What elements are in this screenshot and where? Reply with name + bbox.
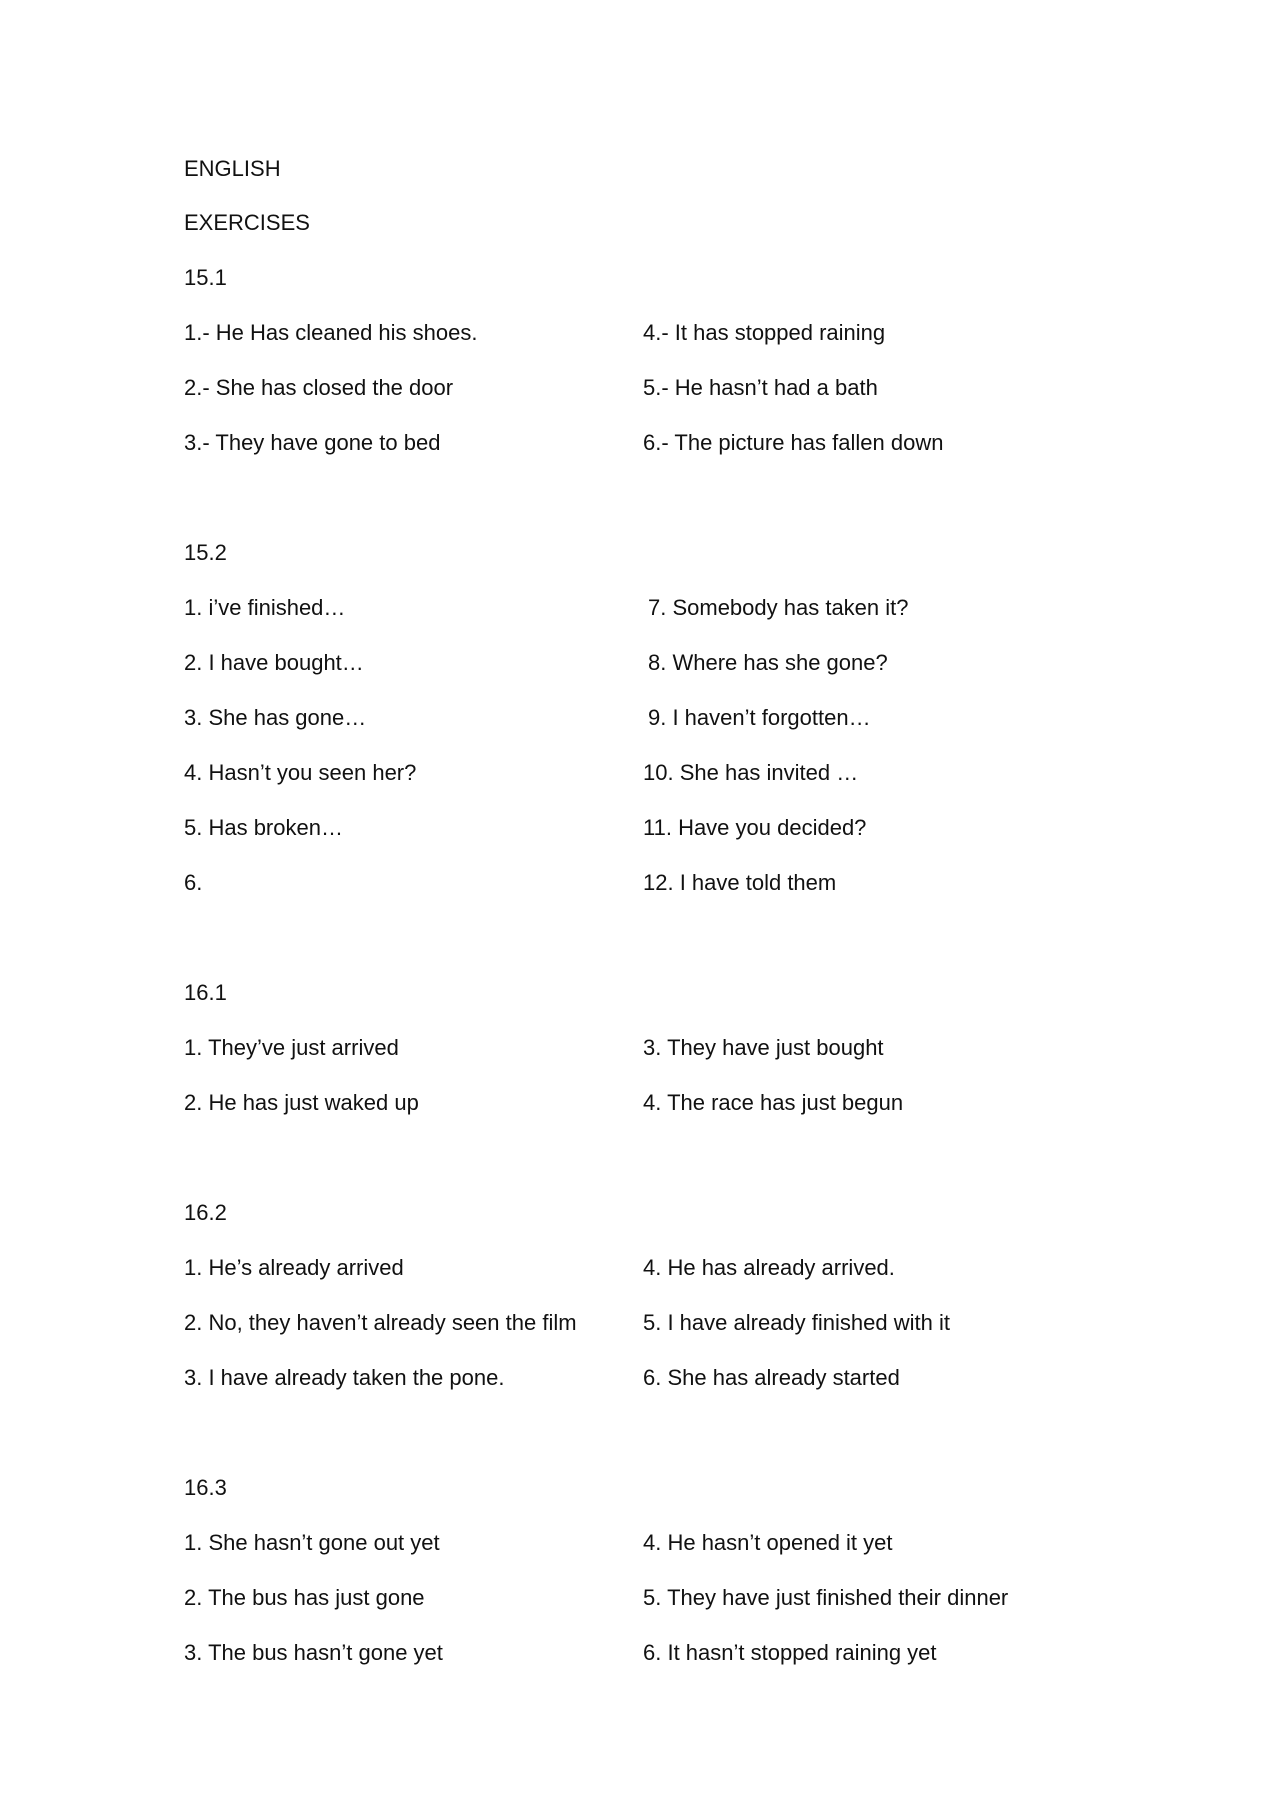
answer-item: 2.- She has closed the door	[184, 375, 454, 400]
answer-item: 2. He has just waked up	[184, 1090, 419, 1115]
subject-heading: ENGLISH	[184, 156, 281, 181]
section-number: 16.3	[184, 1475, 227, 1500]
section-number: 15.1	[184, 265, 227, 290]
section-number: 15.2	[184, 540, 227, 565]
answer-item: 1. i’ve finished…	[184, 595, 346, 620]
answer-item: 11. Have you decided?	[643, 815, 867, 840]
answer-item: 6. She has already started	[643, 1365, 900, 1390]
answer-item: 3. They have just bought	[643, 1035, 884, 1060]
answer-item: 3. She has gone…	[184, 705, 367, 730]
answer-item: 6.- The picture has fallen down	[643, 430, 944, 455]
answer-item: 8. Where has she gone?	[648, 650, 888, 675]
answer-item: 4. He hasn’t opened it yet	[643, 1530, 893, 1555]
answer-item: 2. No, they haven’t already seen the film	[184, 1310, 577, 1335]
section-number: 16.2	[184, 1200, 227, 1225]
answer-item: 12. I have told them	[643, 870, 837, 895]
answer-item: 6.	[184, 870, 203, 895]
answer-item: 2. I have bought…	[184, 650, 364, 675]
answer-item: 5.- He hasn’t had a bath	[643, 375, 878, 400]
answer-item: 2. The bus has just gone	[184, 1585, 425, 1610]
answer-item: 1. They’ve just arrived	[184, 1035, 399, 1060]
answer-item: 3. I have already taken the pone.	[184, 1365, 505, 1390]
answer-item: 4. He has already arrived.	[643, 1255, 895, 1280]
answer-item: 5. They have just finished their dinner	[643, 1585, 1009, 1610]
answer-item: 5. I have already finished with it	[643, 1310, 950, 1335]
section-number: 16.1	[184, 980, 227, 1005]
answer-item: 4.- It has stopped raining	[643, 320, 886, 345]
answer-item: 3.- They have gone to bed	[184, 430, 441, 455]
page-title: EXERCISES	[184, 210, 310, 235]
answer-item: 1. She hasn’t gone out yet	[184, 1530, 440, 1555]
answer-item: 9. I haven’t forgotten…	[648, 705, 871, 730]
answer-item: 4. Hasn’t you seen her?	[184, 760, 417, 785]
answer-item: 1. He’s already arrived	[184, 1255, 404, 1280]
answer-item: 5. Has broken…	[184, 815, 343, 840]
answer-item: 10. She has invited …	[643, 760, 859, 785]
answer-item: 4. The race has just begun	[643, 1090, 904, 1115]
answer-item: 3. The bus hasn’t gone yet	[184, 1640, 443, 1665]
answer-item: 7. Somebody has taken it?	[648, 595, 909, 620]
answer-item: 1.- He Has cleaned his shoes.	[184, 320, 478, 345]
answer-item: 6. It hasn’t stopped raining yet	[643, 1640, 937, 1665]
